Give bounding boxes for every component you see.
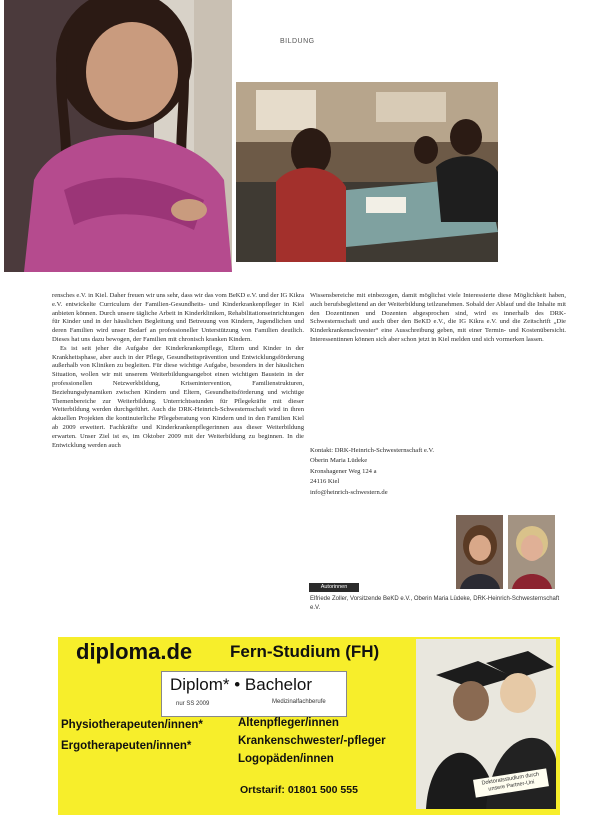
ad-title: diploma.de (76, 639, 193, 664)
contact-street: Kronshagener Weg 124 a (310, 467, 377, 475)
author-portrait-1 (456, 515, 503, 589)
ad-program-ergo: Ergotherapeuten/innen* (61, 740, 192, 752)
contact-block (310, 447, 550, 499)
ad-degree-box (161, 671, 347, 717)
ad-degrees: Diplom* • Bachelor (170, 675, 313, 694)
ad-note-semester: nur SS 2009 (176, 701, 210, 707)
photo-girl-illustration (4, 0, 232, 272)
contact-organisation: Kontakt: DRK-Heinrich-Schwesternschaft e.V. (310, 447, 435, 454)
article-paragraph: Es ist seit jeher die Aufgabe der Kinderkrankenpflege, Eltern und Kinder in der Krankheitsphase, aber auch in der Pflege, Gesundheitsprävention und Entwicklungsförderung außerhalb von Kliniken zu begleiten. Für diese wichtige Aufgabe, besonders in der häuslichen Situation, wollen wir mit unserem Weiterbildungsangebot einen wichtigen Baustein in der professionellen Netzwerkbildung, Krisenintervention, Familienstrukturen, Beziehungsdynamiken zwischen Kindern und Eltern, Gesundheitsförderung und wichtige Themenbereiche zur Weiterbildung. Unterrichtsstunden für Pflegekräfte mit dieser Weiterbildung werden durchgeführt. Auch die DRK-Heinrich-Schwesternschaft wird in ihren aktuellen Projekten die kontinuierliche Pflegeberatung von Kindern und in den Familien Kiel ab 2009 erweitert. Fachkräfte und Kinderkrankenpflegerinnen aus dieser Weiterbildung erwarten. Unser Ziel ist es, im Oktober 2009 mit der Weiterbildung zu beginnen. In die Entwicklung werden auch (52, 344, 304, 449)
ad-program-altenpflege: Altenpfleger/innen (238, 717, 339, 729)
ad-program-krankenpflege: Krankenschwester/-pfleger (238, 735, 386, 747)
author-photo-1 (456, 515, 503, 589)
diploma-advertisement[interactable] (58, 637, 560, 815)
article-right-column (310, 292, 566, 438)
photo-girl-arms-crossed (4, 0, 232, 272)
contact-person: Oberin Maria Lüdeke (310, 457, 368, 465)
ad-program-logopaedie: Logopäden/innen (238, 753, 334, 765)
authors-caption: Elfriede Zoller, Vorsitzende BeKD e.V., Oberin Maria Lüdeke, DRK-Heinrich-Schwesternschaft e.V. (310, 596, 560, 611)
photo-classroom-illustration (236, 82, 498, 262)
ad-subtitle: Fern-Studium (FH) (230, 642, 380, 661)
contact-city: 24116 Kiel (310, 478, 340, 486)
ad-program-physio: Physiotherapeuten/innen* (61, 719, 203, 731)
ad-phone-number[interactable]: Ortstarif: 01801 500 555 (240, 784, 358, 796)
author-portrait-2 (508, 515, 555, 589)
authors-tag: Autorinnen (309, 583, 359, 592)
article-paragraph: rensches e.V. in Kiel. Daher freuen wir uns sehr, dass wir das vom BeKD e.V. und der IG Kikra e.V. entwickelte Curriculum der Familien-Gesundheits- und Kinderkrankenpfleger in Kiel anbieten können. Durch unsere tägliche Arbeit in Kinderkliniken, Rehabilitationseinrichtungen für Kinder und in der häuslichen Begleitung und Betreuung von Kindern, Jugendlichen und deren Familien wird unser Bedarf an professioneller Unterstützung von Familien deutlich. Dieses hat uns dazu bewogen, der Familien mit chronisch kranken Kindern. (52, 292, 304, 343)
author-photo-2 (508, 515, 555, 589)
ad-note-field: Medizinalfachberufe (272, 699, 326, 705)
contact-email-link[interactable]: info@heinrich-schwestern.de (310, 488, 388, 496)
ad-doctorate-stamp: Doktoratsstudium durch unsere Partner-Uni (473, 768, 549, 797)
section-label: BILDUNG (280, 38, 315, 45)
article-paragraph: Wissensbereiche mit einbezogen, damit möglichst viele Interessierte diese Möglichkeit haben, auch berufsbegleitend an der Weiterbildung teilzunehmen. Sobald der Ablauf und die Inhalte mit den Dozentinnen und Dozenten abgesprochen sind, wird es innerhalb des DRK-Schwesternschaft und auch über den BeKD e.V., die IG Kikra e.V. und die Zeitschrift „Die Kinderkrankenschwester“ eine Ausschreibung geben, mit einer Termin- und Kostenübersicht. Interessentinnen können sich aber schon jetzt in Kiel melden und sich vormerken lassen. (310, 292, 566, 343)
ad-photo-graduates (416, 639, 556, 809)
photo-classroom (236, 82, 498, 262)
article-left-column (52, 292, 304, 612)
